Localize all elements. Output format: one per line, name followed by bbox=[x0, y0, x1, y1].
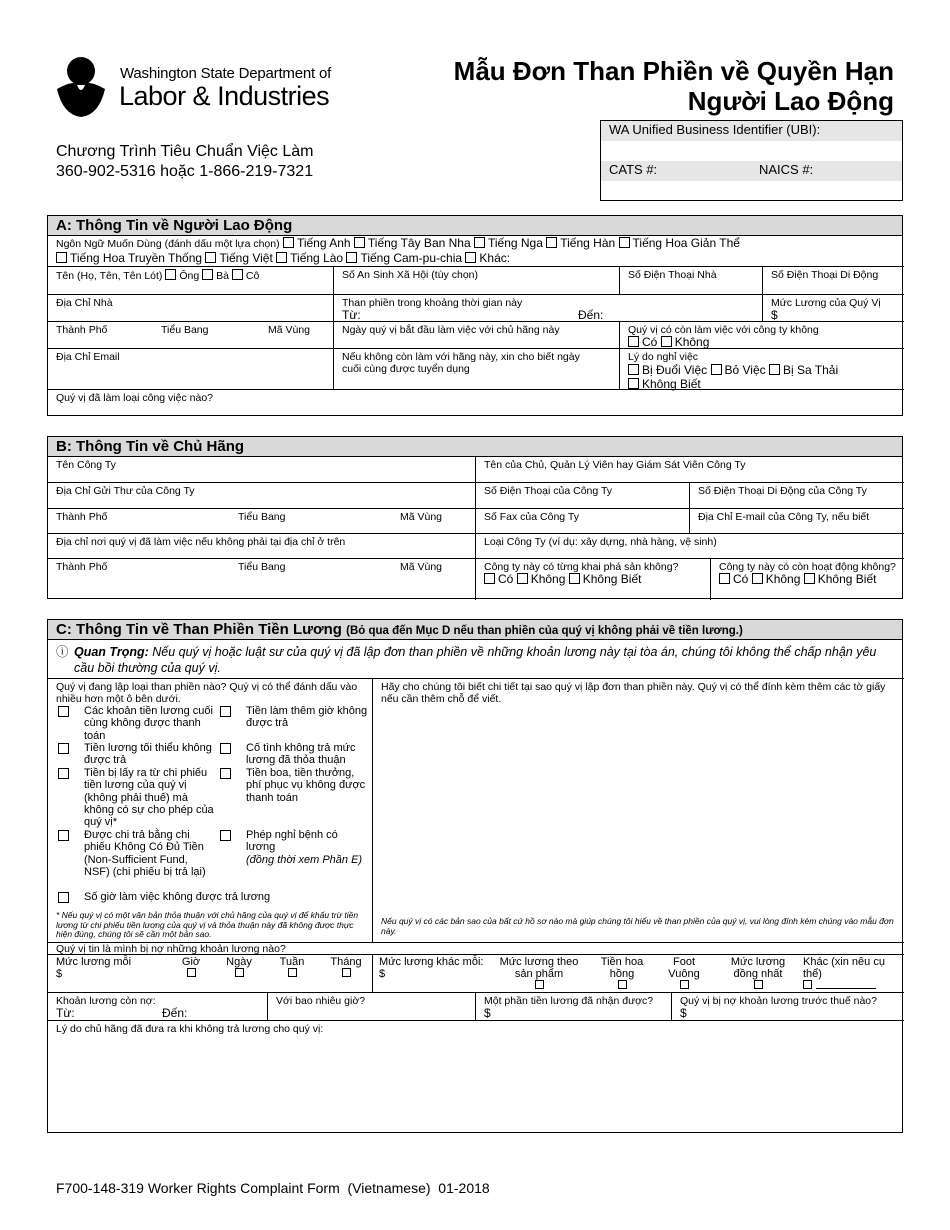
details-field[interactable] bbox=[373, 679, 904, 707]
company-type-field[interactable]: Loại Công Ty (ví dụ: xây dựng, nhà hàng, vệ sinh) bbox=[484, 536, 717, 548]
lang-option: Tiếng Cam-pu-chia bbox=[360, 251, 463, 265]
type-opt: Các khoản tiền lương cuối cùng không được thanh toán bbox=[84, 705, 213, 742]
other-wage-label: Mức lương khác mỗi: bbox=[379, 956, 484, 968]
reason-opt: Bỏ Việc bbox=[724, 363, 766, 377]
checkbox[interactable] bbox=[546, 237, 557, 248]
section-b-title: B: Thông Tin về Chủ Hãng bbox=[48, 437, 902, 457]
lang-option: Tiếng Hoa Giản Thể bbox=[632, 236, 740, 250]
footnote: * Nếu quý vị có một văn bản thỏa thuận với chủ hãng của quý vị để khấu trừ tiền lương từ chi phiếu tiền lương của quý vị và thỏa thuận này đã không được thực hiện đúng, chúng tôi sẽ cần một bản sao. bbox=[56, 910, 359, 939]
other-wage-row bbox=[373, 954, 904, 992]
lang-option: Tiếng Việt bbox=[219, 251, 273, 265]
checkbox[interactable] bbox=[719, 573, 730, 584]
checkbox[interactable] bbox=[346, 252, 357, 263]
email-field[interactable]: Địa Chỉ Email bbox=[56, 351, 120, 363]
checkbox[interactable] bbox=[283, 237, 294, 248]
lang-option: Tiếng Anh bbox=[296, 236, 351, 250]
wage-each-row bbox=[48, 954, 372, 992]
type-opt: Tiền bị lấy ra từ chi phiếu tiền lương của quý vị (không phải thuế) mà không có sự cho phép của quý vị* bbox=[84, 767, 214, 829]
copies-note: Nếu quý vị có các bản sao của bất cứ hồ sơ nào mà giúp chúng tôi hiểu về than phiền của quý vị, vui lòng đính kèm chúng vào mẫu đơn này. bbox=[381, 916, 894, 936]
title-line1: Mẫu Đơn Than Phiền về Quyền Hạn bbox=[453, 56, 894, 86]
type-opt: Tiền lương tối thiểu không được trả bbox=[84, 742, 212, 767]
from-label: Từ: bbox=[342, 308, 361, 322]
other-unit-label: Mức lương theo sản phẩm bbox=[499, 956, 579, 980]
types-left bbox=[56, 705, 271, 903]
dollar-sign: $ bbox=[771, 308, 778, 322]
job-type-field[interactable]: Quý vị đã làm loại công việc nào? bbox=[56, 392, 214, 404]
cats-naics-field[interactable] bbox=[601, 181, 902, 200]
owed-period-label: Khoản lương còn nợ: bbox=[56, 995, 156, 1007]
checkbox[interactable] bbox=[484, 573, 495, 584]
lni-logo bbox=[55, 55, 332, 117]
section-a bbox=[47, 215, 903, 416]
owner-name-field[interactable]: Tên của Chủ, Quản Lý Viên hay Giám Sát Viên Công Ty bbox=[484, 459, 746, 471]
naics-label: NAICS #: bbox=[759, 162, 814, 177]
unit-label: Ngày bbox=[226, 956, 252, 968]
hours-field[interactable]: Với bao nhiêu giờ? bbox=[276, 995, 366, 1007]
type-opt: Tiền làm thêm giờ không được trả bbox=[246, 705, 368, 730]
mailing-address-field[interactable]: Địa Chỉ Gửi Thư của Công Ty bbox=[56, 485, 195, 497]
company-city-state-zip[interactable] bbox=[48, 509, 475, 525]
partial-received-field[interactable] bbox=[476, 993, 661, 1021]
zip-label: Mã Vùng bbox=[400, 561, 443, 573]
checkbox[interactable] bbox=[58, 892, 69, 903]
checkbox[interactable] bbox=[628, 364, 639, 375]
bankrupt-label: Công ty này có từng khai phá sản không? bbox=[484, 561, 679, 573]
checkbox[interactable] bbox=[752, 573, 763, 584]
cats-label: CATS #: bbox=[609, 162, 658, 177]
owed-prompt: Quý vị tin là mình bị nợ những khoản lương nào? bbox=[56, 943, 286, 955]
section-a-title: A: Thông Tin về Người Lao Động bbox=[48, 216, 902, 236]
logo-line2: Labor & Industries bbox=[119, 81, 330, 111]
section-c-title-note: (Bỏ qua đến Mục D nếu than phiền của quý vị không phải về tiền lương.) bbox=[346, 625, 743, 637]
owed-period-field[interactable] bbox=[48, 993, 267, 1021]
still-working-label: Quý vị có còn làm việc với công ty không bbox=[628, 324, 819, 336]
to-label: Đến: bbox=[578, 308, 604, 322]
see-part-e: (đồng thời xem Phần E) bbox=[246, 853, 363, 866]
program-info bbox=[56, 142, 314, 182]
checkbox[interactable] bbox=[56, 252, 67, 263]
no-opt: Không bbox=[765, 572, 801, 586]
lang-option: Tiếng Hoa Truyền Thống bbox=[70, 251, 203, 265]
important-label: Quan Trọng: bbox=[74, 645, 149, 659]
details-prompt: Hãy cho chúng tôi biết chi tiết tại sao quý vị lập đơn than phiền này. Quý vị có thể đính kèm thêm các tờ giấy nếu cần thêm chỗ để viết. bbox=[381, 681, 886, 705]
checkbox[interactable] bbox=[187, 968, 196, 977]
lang-option: Tiếng Hàn bbox=[560, 236, 616, 250]
unit-label: Tuần bbox=[279, 956, 305, 968]
ssn-field[interactable]: Số An Sinh Xã Hội (tùy chọn) bbox=[342, 269, 478, 281]
name-field[interactable] bbox=[48, 267, 267, 284]
checkbox[interactable] bbox=[220, 706, 231, 717]
checkbox[interactable] bbox=[803, 980, 812, 989]
still-working-field bbox=[620, 322, 827, 350]
checkbox[interactable] bbox=[202, 269, 213, 280]
section-c-title-text: C: Thông Tin về Than Phiền Tiền Lương bbox=[56, 621, 342, 638]
pretax-owed-label: Quý vị bị nợ khoản lương trước thuế nào? bbox=[680, 995, 877, 1007]
types-prompt: Quý vị đang lập loại than phiền nào? Quý vị có thể đánh dấu vào nhiều hơn một ô bên dưới. bbox=[56, 681, 358, 705]
type-opt: Tiền boa, tiền thưởng, phí phục vụ không được thanh toán bbox=[246, 767, 366, 804]
checkbox[interactable] bbox=[220, 830, 231, 841]
yes-opt: Có bbox=[733, 572, 749, 586]
name-label: Tên (Họ, Tên, Tên Lót) bbox=[56, 270, 163, 282]
checkbox[interactable] bbox=[628, 378, 639, 389]
checkbox[interactable] bbox=[58, 706, 69, 717]
checkbox[interactable] bbox=[58, 768, 69, 779]
zip-label: Mã Vùng bbox=[268, 324, 311, 336]
company-email-field[interactable]: Địa Chỉ E-mail của Công Ty, nếu biết bbox=[698, 511, 870, 523]
logo-line1: Washington State Department of bbox=[120, 65, 332, 82]
checkbox[interactable] bbox=[220, 768, 231, 779]
pretax-owed-field[interactable] bbox=[672, 993, 885, 1021]
checkbox[interactable] bbox=[276, 252, 287, 263]
reason-not-paid-label: Lý do chủ hãng đã đưa ra khi không trả lương cho quý vị: bbox=[56, 1023, 324, 1035]
state-label: Tiểu Bang bbox=[238, 511, 286, 523]
title-opt: Bà bbox=[216, 270, 229, 282]
wage-field[interactable] bbox=[763, 295, 889, 323]
checkbox[interactable] bbox=[618, 980, 627, 989]
type-opt: Cố tình không trả mức lương đã thỏa thuận bbox=[246, 742, 356, 767]
program-phones: 360-902-5316 hoặc 1-866-219-7321 bbox=[56, 163, 314, 180]
cats-naics-row bbox=[601, 161, 902, 181]
wage-label: Mức Lương của Quý Vị bbox=[771, 297, 881, 309]
section-b bbox=[47, 436, 903, 599]
company-phone-field[interactable]: Số Điện Thoại của Công Ty bbox=[484, 485, 613, 497]
checkbox[interactable] bbox=[232, 269, 243, 280]
checkbox[interactable] bbox=[58, 743, 69, 754]
ubi-box bbox=[600, 120, 903, 201]
operating-label: Công ty này có còn hoạt động không? bbox=[719, 561, 896, 573]
type-opt: Được chi trả bằng chi phiếu Không Có Đủ Tiền (Non-Sufficient Fund, NSF) (chi phiếu bị trả lại) bbox=[84, 829, 206, 878]
start-date-field[interactable]: Ngày quý vị bắt đầu làm việc với chủ hãng này bbox=[342, 324, 560, 336]
title-opt: Cô bbox=[245, 270, 260, 282]
city-label: Thành Phố bbox=[56, 324, 108, 336]
city-label: Thành Phố bbox=[56, 561, 108, 573]
lang-option: Khác: bbox=[479, 251, 511, 265]
partial-received-label: Một phần tiền lương đã nhận được? bbox=[484, 995, 654, 1007]
info-icon: ⓘ bbox=[56, 645, 69, 659]
dollar-sign: $ bbox=[484, 1006, 491, 1020]
language-prompt: Ngôn Ngữ Muốn Dùng (đánh dấu một lựa chọn) bbox=[56, 238, 280, 250]
to-label: Đến: bbox=[162, 1006, 188, 1020]
period-field[interactable] bbox=[334, 295, 762, 323]
checkbox[interactable] bbox=[517, 573, 528, 584]
no-opt: Không bbox=[674, 335, 710, 349]
yes-opt: Có bbox=[642, 335, 658, 349]
period-label: Than phiền trong khoảng thời gian này bbox=[342, 297, 523, 309]
checkbox[interactable] bbox=[342, 968, 351, 977]
other-unit-label: Foot Vuông bbox=[668, 956, 700, 980]
zip-label: Mã Vùng bbox=[400, 511, 443, 523]
no-opt: Không bbox=[530, 572, 566, 586]
mobile-field[interactable]: Số Điện Thoại Di Động bbox=[771, 269, 879, 281]
work-city-state-zip[interactable] bbox=[48, 559, 475, 575]
checkbox[interactable] bbox=[205, 252, 216, 263]
company-mobile-field[interactable]: Số Điện Thoại Di Động của Công Ty bbox=[698, 485, 867, 497]
city-label: Thành Phố bbox=[56, 511, 108, 523]
dollar-sign: $ bbox=[680, 1006, 687, 1020]
important-note bbox=[48, 640, 904, 680]
page-title bbox=[374, 56, 894, 116]
state-label: Tiểu Bang bbox=[161, 324, 209, 336]
checkbox[interactable] bbox=[288, 968, 297, 977]
other-unit-label: Mức lương đồng nhất bbox=[730, 956, 786, 980]
program-name: Chương Trình Tiêu Chuẩn Việc Làm bbox=[56, 143, 314, 160]
checkbox[interactable] bbox=[661, 336, 672, 347]
checkbox[interactable] bbox=[754, 980, 763, 989]
section-c bbox=[47, 619, 903, 1133]
form-footer: F700-148-319 Worker Rights Complaint Form (Vietnamese) 01-2018 bbox=[56, 1180, 490, 1196]
work-address-field[interactable]: Địa chỉ nơi quý vị đã làm việc nếu không phải tại địa chỉ ở trên bbox=[56, 536, 346, 548]
operating-field bbox=[711, 559, 904, 587]
ubi-field[interactable] bbox=[601, 141, 902, 161]
checkbox[interactable] bbox=[235, 968, 244, 977]
checkbox[interactable] bbox=[628, 336, 639, 347]
bankrupt-field bbox=[476, 559, 710, 587]
checkbox[interactable] bbox=[769, 364, 780, 375]
important-text: Nếu quý vị hoặc luật sư của quý vị đã lập đơn than phiền về những khoản lương này tại tòa án, chúng tôi không thể chấp nhận yêu cầu bồi thường của quý vị. bbox=[74, 645, 877, 675]
title-line2: Người Lao Động bbox=[687, 86, 894, 116]
dollar-sign: $ bbox=[56, 968, 63, 980]
reason-field bbox=[620, 349, 904, 393]
ubi-label: WA Unified Business Identifier (UBI): bbox=[601, 121, 902, 141]
unit-label: Giờ bbox=[181, 956, 201, 968]
language-row bbox=[48, 236, 904, 267]
unknown-opt: Không Biết bbox=[582, 572, 642, 586]
city-state-zip[interactable] bbox=[48, 322, 333, 338]
checkbox[interactable] bbox=[535, 980, 544, 989]
reason-label: Lý do nghỉ việc bbox=[628, 351, 699, 363]
home-phone-field[interactable]: Số Điện Thoại Nhà bbox=[628, 269, 717, 281]
fax-field[interactable]: Số Fax của Công Ty bbox=[484, 511, 579, 523]
types-right bbox=[218, 705, 368, 891]
yes-opt: Có bbox=[498, 572, 514, 586]
lang-option: Tiếng Nga bbox=[487, 236, 543, 250]
section-c-title bbox=[48, 620, 902, 640]
lni-logo-mark bbox=[55, 55, 117, 117]
lang-option: Tiếng Lào bbox=[290, 251, 344, 265]
checkbox[interactable] bbox=[680, 980, 689, 989]
reason-opt: Không Biết bbox=[642, 377, 701, 391]
checkbox[interactable] bbox=[474, 237, 485, 248]
checkbox[interactable] bbox=[619, 237, 630, 248]
checkbox[interactable] bbox=[465, 252, 476, 263]
unknown-opt: Không Biết bbox=[817, 572, 877, 586]
reason-opt: Bị Sa Thải bbox=[782, 363, 839, 377]
unpaid-hours-opt: Số giờ làm việc không được trả lương bbox=[84, 891, 271, 903]
dollar-sign: $ bbox=[379, 968, 386, 980]
other-unit-label: Tiền hoa hồng bbox=[600, 956, 644, 980]
reason-not-paid-field[interactable] bbox=[48, 1021, 904, 1133]
checkbox[interactable] bbox=[354, 237, 365, 248]
unit-label: Tháng bbox=[330, 956, 362, 968]
checkbox[interactable] bbox=[165, 269, 176, 280]
title-opt: Ông bbox=[179, 270, 200, 282]
type-opt: Phép nghỉ bệnh có lương bbox=[246, 829, 338, 854]
wage-each-label: Mức lương mỗi bbox=[56, 956, 132, 968]
checkbox[interactable] bbox=[804, 573, 815, 584]
lang-option: Tiếng Tây Ban Nha bbox=[367, 236, 471, 250]
address-field[interactable]: Địa Chỉ Nhà bbox=[56, 297, 113, 309]
checkbox[interactable] bbox=[711, 364, 722, 375]
company-name-field[interactable]: Tên Công Ty bbox=[56, 459, 116, 471]
reason-opt: Bị Đuổi Việc bbox=[642, 363, 708, 377]
checkbox[interactable] bbox=[220, 743, 231, 754]
from-label: Từ: bbox=[56, 1006, 75, 1020]
state-label: Tiểu Bang bbox=[238, 561, 286, 573]
checkbox[interactable] bbox=[58, 830, 69, 841]
last-hired-field[interactable]: Nếu không còn làm với hãng này, xin cho biết ngày cuối cùng được tuyển dụng bbox=[342, 351, 580, 375]
other-unit-label: Khác (xin nêu cụ thể) bbox=[803, 956, 885, 980]
checkbox[interactable] bbox=[569, 573, 580, 584]
